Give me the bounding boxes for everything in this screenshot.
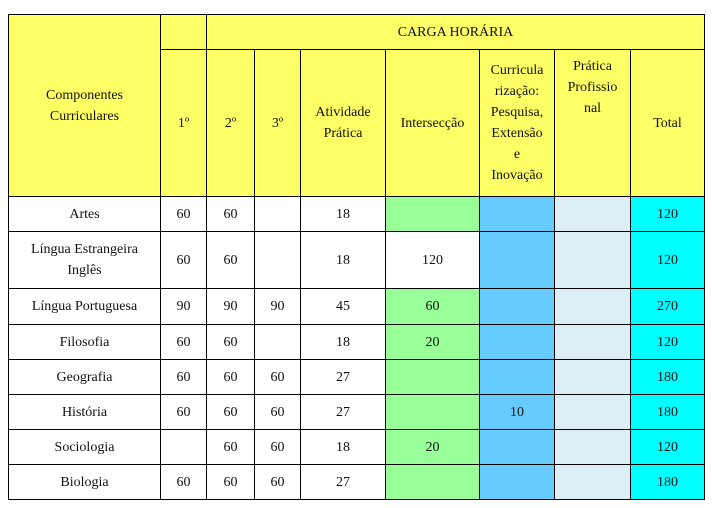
pratica-cell	[555, 197, 631, 232]
total-cell: 120	[631, 232, 705, 289]
col-1-header: 1º	[161, 50, 207, 197]
interseccao-cell	[386, 360, 480, 395]
componente-cell: Língua Estrangeira Inglês	[9, 232, 161, 289]
year-2-cell: 60	[207, 197, 255, 232]
year-3-cell: 60	[255, 395, 301, 430]
year-1-cell: 60	[161, 325, 207, 360]
pratica-cell	[555, 395, 631, 430]
curricularizacao-cell	[480, 289, 555, 325]
year-3-cell: 60	[255, 360, 301, 395]
interseccao-header: Intersecção	[386, 50, 480, 197]
table-row	[9, 197, 705, 232]
pratica-cell	[555, 430, 631, 465]
curricularizacao-header: Curricula rização: Pesquisa, Extensão e Inovação	[480, 50, 555, 197]
atividade-header: Atividade Prática	[301, 50, 386, 197]
componente-cell: Sociologia	[9, 430, 161, 465]
componente-cell: Artes	[9, 197, 161, 232]
interseccao-cell: 20	[386, 430, 480, 465]
componentes-header: Componentes Curriculares	[9, 15, 161, 197]
atividade-cell: 18	[301, 232, 386, 289]
table-row	[9, 465, 705, 500]
atividade-cell: 18	[301, 197, 386, 232]
year-1-cell	[161, 430, 207, 465]
pratica-cell	[555, 465, 631, 500]
pratica-cell	[555, 232, 631, 289]
curricularizacao-cell	[480, 197, 555, 232]
year-3-cell: 90	[255, 289, 301, 325]
interseccao-cell: 60	[386, 289, 480, 325]
total-cell: 120	[631, 197, 705, 232]
carga-horaria-title: CARGA HORÁRIA	[207, 15, 705, 50]
curricularizacao-cell	[480, 232, 555, 289]
total-cell: 180	[631, 465, 705, 500]
atividade-cell: 45	[301, 289, 386, 325]
year-1-cell: 60	[161, 232, 207, 289]
year-2-cell: 60	[207, 325, 255, 360]
curricularizacao-cell	[480, 325, 555, 360]
atividade-cell: 27	[301, 465, 386, 500]
year-1-cell: 60	[161, 197, 207, 232]
year-1-cell: 60	[161, 360, 207, 395]
table-row	[9, 232, 705, 289]
total-cell: 180	[631, 395, 705, 430]
pratica-cell	[555, 325, 631, 360]
col-2-header: 2º	[207, 50, 255, 197]
curricularizacao-cell	[480, 465, 555, 500]
pratica-profissional-header: Prática Profissio nal	[555, 50, 631, 197]
atividade-cell: 18	[301, 325, 386, 360]
atividade-cell: 18	[301, 430, 386, 465]
componente-cell: Biologia	[9, 465, 161, 500]
year-2-cell: 90	[207, 289, 255, 325]
header-row-top	[9, 15, 705, 50]
atividade-cell: 27	[301, 360, 386, 395]
pratica-cell	[555, 289, 631, 325]
total-cell: 180	[631, 360, 705, 395]
interseccao-cell: 120	[386, 232, 480, 289]
year-3-cell	[255, 197, 301, 232]
carga-horaria-table	[8, 14, 705, 500]
year-2-cell: 60	[207, 465, 255, 500]
header-blank-cell	[161, 15, 207, 50]
componente-cell: História	[9, 395, 161, 430]
total-cell: 120	[631, 430, 705, 465]
interseccao-cell	[386, 465, 480, 500]
total-cell: 120	[631, 325, 705, 360]
total-header: Total	[631, 50, 705, 197]
table-row	[9, 360, 705, 395]
year-3-cell: 60	[255, 430, 301, 465]
year-2-cell: 60	[207, 395, 255, 430]
curricularizacao-cell	[480, 430, 555, 465]
table-row	[9, 395, 705, 430]
interseccao-cell: 20	[386, 325, 480, 360]
componente-cell: Geografia	[9, 360, 161, 395]
col-3-header: 3º	[255, 50, 301, 197]
year-2-cell: 60	[207, 232, 255, 289]
componente-cell: Filosofia	[9, 325, 161, 360]
total-cell: 270	[631, 289, 705, 325]
table-row	[9, 325, 705, 360]
table-row	[9, 289, 705, 325]
year-3-cell: 60	[255, 465, 301, 500]
curricularizacao-cell	[480, 360, 555, 395]
componente-cell: Língua Portuguesa	[9, 289, 161, 325]
pratica-cell	[555, 360, 631, 395]
year-1-cell: 90	[161, 289, 207, 325]
year-3-cell	[255, 325, 301, 360]
interseccao-cell	[386, 197, 480, 232]
year-3-cell	[255, 232, 301, 289]
year-1-cell: 60	[161, 395, 207, 430]
year-2-cell: 60	[207, 360, 255, 395]
interseccao-cell	[386, 395, 480, 430]
table-row	[9, 430, 705, 465]
atividade-cell: 27	[301, 395, 386, 430]
year-2-cell: 60	[207, 430, 255, 465]
year-1-cell: 60	[161, 465, 207, 500]
curricularizacao-cell: 10	[480, 395, 555, 430]
